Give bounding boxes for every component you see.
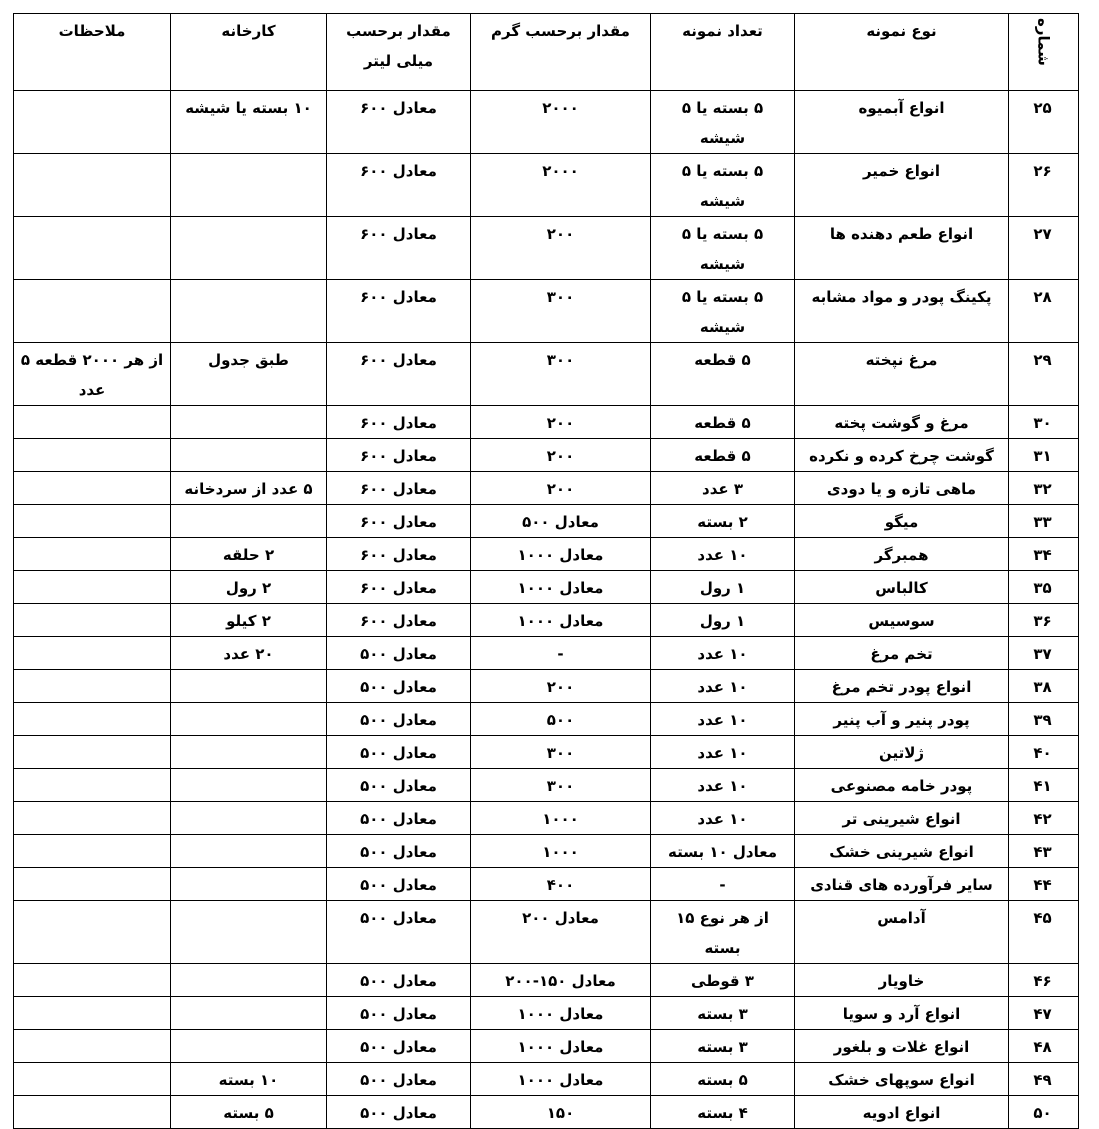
cell-notes: [14, 154, 171, 217]
cell-amount-gram: ۲۰۰۰: [471, 91, 651, 154]
cell-notes: [14, 604, 171, 637]
cell-notes: [14, 703, 171, 736]
cell-notes: [14, 997, 171, 1030]
cell-notes: [14, 835, 171, 868]
cell-number: ۴۸: [1009, 1030, 1079, 1063]
cell-sample-type: پودر پنیر و آب پنیر: [795, 703, 1009, 736]
cell-number: ۳۴: [1009, 538, 1079, 571]
cell-notes: [14, 280, 171, 343]
cell-notes: [14, 670, 171, 703]
cell-number: ۳۲: [1009, 472, 1079, 505]
cell-sample-type: انواع غلات و بلغور: [795, 1030, 1009, 1063]
table-row: [14, 769, 1079, 802]
header-type: نوع نمونه: [795, 14, 1009, 91]
table-row: [14, 154, 1079, 217]
cell-amount-gram: معادل ۱۰۰۰: [471, 604, 651, 637]
cell-amount-ml: معادل ۵۰۰: [327, 736, 471, 769]
table-row: [14, 217, 1079, 280]
table-row: [14, 670, 1079, 703]
cell-factory: [171, 670, 327, 703]
cell-number: ۴۶: [1009, 964, 1079, 997]
cell-amount-gram: ۲۰۰: [471, 472, 651, 505]
cell-amount-gram: ۱۵۰: [471, 1096, 651, 1129]
cell-notes: [14, 472, 171, 505]
cell-number: ۴۴: [1009, 868, 1079, 901]
cell-factory: [171, 154, 327, 217]
cell-sample-type: آدامس: [795, 901, 1009, 964]
cell-sample-count: ۳ بسته: [651, 1030, 795, 1063]
header-gram: مقدار برحسب گرم: [471, 14, 651, 91]
cell-amount-ml: معادل ۵۰۰: [327, 997, 471, 1030]
header-count: تعداد نمونه: [651, 14, 795, 91]
table-row: [14, 637, 1079, 670]
cell-sample-type: تخم مرغ: [795, 637, 1009, 670]
cell-sample-type: ماهی تازه و یا دودی: [795, 472, 1009, 505]
cell-sample-count: ۳ عدد: [651, 472, 795, 505]
cell-amount-ml: معادل ۶۰۰: [327, 472, 471, 505]
cell-number: ۴۹: [1009, 1063, 1079, 1096]
cell-notes: [14, 1030, 171, 1063]
cell-amount-gram: معادل ۱۰۰۰: [471, 997, 651, 1030]
cell-amount-gram: ۱۰۰۰: [471, 835, 651, 868]
cell-factory: [171, 802, 327, 835]
cell-number: ۳۳: [1009, 505, 1079, 538]
cell-amount-gram: ۵۰۰: [471, 703, 651, 736]
cell-sample-type: خاویار: [795, 964, 1009, 997]
cell-notes: [14, 538, 171, 571]
cell-notes: [14, 1063, 171, 1096]
cell-sample-type: انواع شیرینی خشک: [795, 835, 1009, 868]
cell-number: ۴۲: [1009, 802, 1079, 835]
cell-number: ۵۰: [1009, 1096, 1079, 1129]
table-row: [14, 280, 1079, 343]
cell-sample-count: -: [651, 868, 795, 901]
header-ml: مقدار برحسب میلی لیتر: [327, 14, 471, 91]
cell-amount-ml: معادل ۵۰۰: [327, 835, 471, 868]
table-row: [14, 439, 1079, 472]
cell-number: ۲۵: [1009, 91, 1079, 154]
header-number: شماره: [1009, 14, 1079, 91]
cell-sample-type: انواع ادویه: [795, 1096, 1009, 1129]
cell-sample-type: انواع خمیر: [795, 154, 1009, 217]
cell-sample-count: ۵ قطعه: [651, 406, 795, 439]
cell-number: ۳۶: [1009, 604, 1079, 637]
table-row: [14, 835, 1079, 868]
cell-sample-type: انواع آبمیوه: [795, 91, 1009, 154]
cell-factory: [171, 835, 327, 868]
cell-sample-type: ژلاتین: [795, 736, 1009, 769]
cell-amount-gram: معادل ۱۰۰۰: [471, 538, 651, 571]
cell-notes: [14, 439, 171, 472]
cell-notes: [14, 964, 171, 997]
cell-notes: [14, 769, 171, 802]
cell-amount-ml: معادل ۵۰۰: [327, 1096, 471, 1129]
cell-amount-ml: معادل ۵۰۰: [327, 802, 471, 835]
cell-notes: [14, 637, 171, 670]
cell-number: ۴۱: [1009, 769, 1079, 802]
cell-amount-gram: ۳۰۰: [471, 280, 651, 343]
cell-notes: [14, 901, 171, 964]
cell-sample-count: ۵ قطعه: [651, 343, 795, 406]
cell-notes: [14, 868, 171, 901]
cell-amount-ml: معادل ۶۰۰: [327, 571, 471, 604]
cell-sample-type: انواع سوپهای خشک: [795, 1063, 1009, 1096]
cell-amount-gram: ۳۰۰: [471, 769, 651, 802]
cell-amount-gram: ۲۰۰: [471, 406, 651, 439]
cell-factory: ۲ کیلو: [171, 604, 327, 637]
cell-amount-gram: -: [471, 637, 651, 670]
cell-amount-ml: معادل ۶۰۰: [327, 406, 471, 439]
cell-amount-gram: ۲۰۰۰: [471, 154, 651, 217]
cell-number: ۴۵: [1009, 901, 1079, 964]
cell-factory: ۱۰ بسته: [171, 1063, 327, 1096]
cell-number: ۳۱: [1009, 439, 1079, 472]
cell-amount-ml: معادل ۵۰۰: [327, 670, 471, 703]
cell-sample-count: ۱۰ عدد: [651, 802, 795, 835]
cell-notes: [14, 1096, 171, 1129]
cell-notes: [14, 736, 171, 769]
cell-notes: [14, 802, 171, 835]
cell-amount-gram: ۲۰۰: [471, 217, 651, 280]
cell-number: ۴۷: [1009, 997, 1079, 1030]
cell-amount-ml: معادل ۵۰۰: [327, 964, 471, 997]
cell-factory: [171, 406, 327, 439]
cell-amount-gram: معادل ۱۰۰۰: [471, 571, 651, 604]
cell-sample-count: معادل ۱۰ بسته: [651, 835, 795, 868]
cell-number: ۳۹: [1009, 703, 1079, 736]
cell-sample-count: ۵ بسته: [651, 1063, 795, 1096]
cell-factory: [171, 505, 327, 538]
table-row: [14, 604, 1079, 637]
cell-factory: [171, 997, 327, 1030]
cell-amount-gram: معادل ۱۰۰۰: [471, 1063, 651, 1096]
cell-number: ۳۷: [1009, 637, 1079, 670]
table-row: [14, 538, 1079, 571]
cell-notes: [14, 505, 171, 538]
table-body: [14, 91, 1079, 1129]
cell-amount-ml: معادل ۵۰۰: [327, 901, 471, 964]
cell-sample-count: ۵ بسته یا ۵ شیشه: [651, 154, 795, 217]
cell-number: ۴۰: [1009, 736, 1079, 769]
cell-amount-gram: معادل ۲۰۰: [471, 901, 651, 964]
cell-factory: [171, 703, 327, 736]
cell-sample-count: از هر نوع ۱۵ بسته: [651, 901, 795, 964]
cell-sample-count: ۱ رول: [651, 604, 795, 637]
cell-sample-count: ۱۰ عدد: [651, 670, 795, 703]
table-row: [14, 964, 1079, 997]
header-factory: کارخانه: [171, 14, 327, 91]
sample-table-page: [13, 13, 1078, 1129]
cell-factory: طبق جدول: [171, 343, 327, 406]
header-notes: ملاحظات: [14, 14, 171, 91]
cell-sample-type: مرغ و گوشت پخته: [795, 406, 1009, 439]
cell-amount-gram: معادل ۱۰۰۰: [471, 1030, 651, 1063]
cell-sample-count: ۳ قوطی: [651, 964, 795, 997]
cell-sample-type: پودر خامه مصنوعی: [795, 769, 1009, 802]
cell-amount-ml: معادل ۶۰۰: [327, 343, 471, 406]
cell-sample-type: سایر فرآورده های قنادی: [795, 868, 1009, 901]
cell-amount-ml: معادل ۶۰۰: [327, 538, 471, 571]
cell-sample-type: میگو: [795, 505, 1009, 538]
header-row: [14, 14, 1079, 91]
cell-amount-gram: ۲۰۰: [471, 670, 651, 703]
cell-amount-ml: معادل ۵۰۰: [327, 703, 471, 736]
cell-amount-ml: معادل ۵۰۰: [327, 868, 471, 901]
cell-factory: ۵ عدد از سردخانه: [171, 472, 327, 505]
cell-amount-ml: معادل ۶۰۰: [327, 280, 471, 343]
cell-number: ۳۸: [1009, 670, 1079, 703]
cell-factory: [171, 736, 327, 769]
cell-sample-type: انواع طعم دهنده ها: [795, 217, 1009, 280]
cell-factory: [171, 1030, 327, 1063]
cell-sample-type: انواع آرد و سویا: [795, 997, 1009, 1030]
cell-sample-type: مرغ نپخته: [795, 343, 1009, 406]
cell-factory: [171, 868, 327, 901]
cell-number: ۲۷: [1009, 217, 1079, 280]
cell-number: ۲۸: [1009, 280, 1079, 343]
cell-sample-type: کالباس: [795, 571, 1009, 604]
cell-sample-type: پکینگ پودر و مواد مشابه: [795, 280, 1009, 343]
cell-amount-ml: معادل ۵۰۰: [327, 1030, 471, 1063]
cell-sample-count: ۴ بسته: [651, 1096, 795, 1129]
table-row: [14, 343, 1079, 406]
cell-amount-gram: ۲۰۰: [471, 439, 651, 472]
cell-sample-count: ۱۰ عدد: [651, 637, 795, 670]
cell-factory: [171, 964, 327, 997]
cell-sample-count: ۳ بسته: [651, 997, 795, 1030]
table-row: [14, 571, 1079, 604]
cell-sample-type: گوشت چرخ کرده و نکرده: [795, 439, 1009, 472]
table-row: [14, 802, 1079, 835]
cell-sample-count: ۱۰ عدد: [651, 703, 795, 736]
cell-notes: [14, 91, 171, 154]
cell-factory: [171, 217, 327, 280]
cell-factory: [171, 280, 327, 343]
cell-sample-type: سوسیس: [795, 604, 1009, 637]
cell-factory: ۲ حلقه: [171, 538, 327, 571]
cell-amount-gram: معادل ۵۰۰: [471, 505, 651, 538]
cell-number: ۳۵: [1009, 571, 1079, 604]
cell-amount-ml: معادل ۶۰۰: [327, 217, 471, 280]
cell-amount-ml: معادل ۶۰۰: [327, 154, 471, 217]
table-row: [14, 868, 1079, 901]
table-row: [14, 901, 1079, 964]
table-row: [14, 91, 1079, 154]
cell-sample-count: ۱۰ عدد: [651, 769, 795, 802]
cell-factory: ۱۰ بسته یا شیشه: [171, 91, 327, 154]
cell-notes: [14, 406, 171, 439]
cell-amount-ml: معادل ۶۰۰: [327, 439, 471, 472]
table-row: [14, 472, 1079, 505]
cell-factory: [171, 901, 327, 964]
cell-amount-ml: معادل ۵۰۰: [327, 769, 471, 802]
table-row: [14, 736, 1079, 769]
cell-notes: [14, 217, 171, 280]
cell-sample-count: ۵ بسته یا ۵ شیشه: [651, 217, 795, 280]
cell-amount-gram: ۴۰۰: [471, 868, 651, 901]
table-row: [14, 1030, 1079, 1063]
sample-table: [13, 13, 1079, 1129]
table-row: [14, 1063, 1079, 1096]
cell-amount-gram: ۳۰۰: [471, 343, 651, 406]
cell-factory: [171, 439, 327, 472]
cell-notes: از هر ۲۰۰۰ قطعه ۵ عدد: [14, 343, 171, 406]
cell-amount-ml: معادل ۵۰۰: [327, 637, 471, 670]
table-row: [14, 406, 1079, 439]
cell-factory: ۲ رول: [171, 571, 327, 604]
cell-number: ۲۹: [1009, 343, 1079, 406]
cell-number: ۴۳: [1009, 835, 1079, 868]
cell-amount-gram: ۱۰۰۰: [471, 802, 651, 835]
cell-amount-gram: معادل ۱۵۰-۲۰۰: [471, 964, 651, 997]
table-row: [14, 703, 1079, 736]
cell-sample-count: ۵ قطعه: [651, 439, 795, 472]
cell-sample-count: ۱ رول: [651, 571, 795, 604]
cell-amount-ml: معادل ۵۰۰: [327, 1063, 471, 1096]
cell-factory: ۵ بسته: [171, 1096, 327, 1129]
cell-sample-type: همبرگر: [795, 538, 1009, 571]
cell-factory: [171, 769, 327, 802]
cell-factory: ۲۰ عدد: [171, 637, 327, 670]
cell-amount-ml: معادل ۶۰۰: [327, 604, 471, 637]
cell-sample-count: ۲ بسته: [651, 505, 795, 538]
cell-sample-count: ۱۰ عدد: [651, 736, 795, 769]
cell-amount-gram: ۳۰۰: [471, 736, 651, 769]
cell-sample-count: ۵ بسته یا ۵ شیشه: [651, 91, 795, 154]
table-row: [14, 1096, 1079, 1129]
cell-sample-count: ۵ بسته یا ۵ شیشه: [651, 280, 795, 343]
cell-sample-type: انواع شیرینی تر: [795, 802, 1009, 835]
cell-number: ۲۶: [1009, 154, 1079, 217]
cell-sample-type: انواع پودر تخم مرغ: [795, 670, 1009, 703]
cell-amount-ml: معادل ۶۰۰: [327, 505, 471, 538]
cell-sample-count: ۱۰ عدد: [651, 538, 795, 571]
cell-number: ۳۰: [1009, 406, 1079, 439]
table-row: [14, 505, 1079, 538]
cell-notes: [14, 571, 171, 604]
cell-amount-ml: معادل ۶۰۰: [327, 91, 471, 154]
table-row: [14, 997, 1079, 1030]
